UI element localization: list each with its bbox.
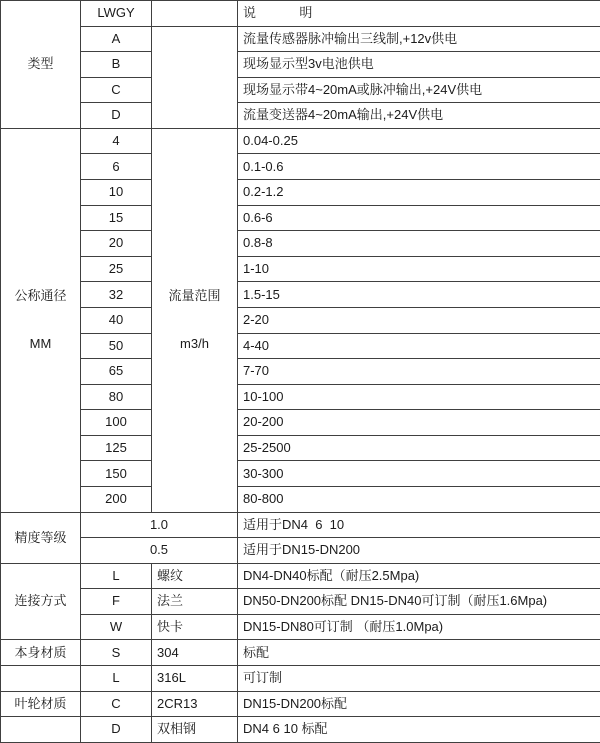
diameter-label-line2: MM xyxy=(29,336,52,352)
dn-value: 80 xyxy=(81,384,152,410)
material-code: D xyxy=(81,717,152,743)
dn-value: 6 xyxy=(81,154,152,180)
flow-range-value: 30-300 xyxy=(238,461,600,487)
material-name: 304 xyxy=(152,640,238,666)
dn-value: 100 xyxy=(81,410,152,436)
description-header-cell: 说 明 xyxy=(238,1,600,27)
type-row xyxy=(1,77,600,103)
material-desc: DN15-DN200标配 xyxy=(238,691,600,717)
type-desc: 流量传感器脉冲输出三线制,+12v供电 xyxy=(238,26,600,52)
dn-value: 4 xyxy=(81,128,152,154)
body-material-label: 本身材质 xyxy=(1,640,81,666)
material-desc: DN4 6 10 标配 xyxy=(238,717,600,743)
diameter-row xyxy=(1,231,600,257)
type-row xyxy=(1,103,600,129)
material-row xyxy=(1,640,600,666)
flow-range-value: 0.04-0.25 xyxy=(238,128,600,154)
type-code: A xyxy=(81,26,152,52)
diameter-row xyxy=(1,461,600,487)
diameter-row xyxy=(1,307,600,333)
flow-range-value: 10-100 xyxy=(238,384,600,410)
flow-range-value: 1-10 xyxy=(238,256,600,282)
flow-range-label-line2: m3/h xyxy=(180,336,209,352)
dn-value: 25 xyxy=(81,256,152,282)
dn-value: 50 xyxy=(81,333,152,359)
dn-value: 32 xyxy=(81,282,152,308)
flow-range-value: 0.6-6 xyxy=(238,205,600,231)
flow-range-value: 0.2-1.2 xyxy=(238,180,600,206)
diameter-row xyxy=(1,384,600,410)
material-label-empty xyxy=(1,717,81,743)
accuracy-desc: 适用于DN4 6 10 xyxy=(238,512,600,538)
accuracy-section-label: 精度等级 xyxy=(1,512,81,563)
flow-range-value: 2-20 xyxy=(238,307,600,333)
type-desc: 现场显示带4~20mA或脉冲输出,+24V供电 xyxy=(238,77,600,103)
diameter-row xyxy=(1,205,600,231)
connection-desc: DN4-DN40标配（耐压2.5Mpa) xyxy=(238,563,600,589)
connection-section-label: 连接方式 xyxy=(1,563,81,640)
connection-name: 螺纹 xyxy=(152,563,238,589)
dn-value: 20 xyxy=(81,231,152,257)
type-code: D xyxy=(81,103,152,129)
diameter-row xyxy=(1,333,600,359)
type-empty-cell xyxy=(152,26,238,128)
connection-name: 法兰 xyxy=(152,589,238,615)
accuracy-row xyxy=(1,512,600,538)
material-code: C xyxy=(81,691,152,717)
type-desc: 现场显示型3v电池供电 xyxy=(238,52,600,78)
flow-range-value: 20-200 xyxy=(238,410,600,436)
type-row xyxy=(1,26,600,52)
flow-range-value: 4-40 xyxy=(238,333,600,359)
accuracy-value: 0.5 xyxy=(81,538,238,564)
connection-row xyxy=(1,563,600,589)
dn-value: 65 xyxy=(81,359,152,385)
accuracy-value: 1.0 xyxy=(81,512,238,538)
diameter-row xyxy=(1,282,600,308)
flow-range-label xyxy=(152,128,238,512)
connection-code: F xyxy=(81,589,152,615)
header-row xyxy=(1,1,600,27)
flow-range-value: 0.8-8 xyxy=(238,231,600,257)
diameter-section-label xyxy=(1,128,81,512)
model-header-cell: LWGY xyxy=(81,1,152,27)
material-desc: 标配 xyxy=(238,640,600,666)
flow-range-value: 7-70 xyxy=(238,359,600,385)
diameter-row xyxy=(1,154,600,180)
material-code: L xyxy=(81,666,152,692)
material-row xyxy=(1,717,600,743)
dn-value: 125 xyxy=(81,435,152,461)
connection-row xyxy=(1,589,600,615)
dn-value: 200 xyxy=(81,486,152,512)
type-code: B xyxy=(81,52,152,78)
material-row xyxy=(1,691,600,717)
connection-code: W xyxy=(81,614,152,640)
type-desc: 流量变送器4~20mA输出,+24V供电 xyxy=(238,103,600,129)
diameter-row xyxy=(1,256,600,282)
connection-desc: DN15-DN80可订制 （耐压1.0Mpa) xyxy=(238,614,600,640)
type-section-label: 类型 xyxy=(1,1,81,129)
flow-range-value: 80-800 xyxy=(238,486,600,512)
impeller-material-label: 叶轮材质 xyxy=(1,691,81,717)
material-name: 双相钢 xyxy=(152,717,238,743)
diameter-row xyxy=(1,486,600,512)
material-name: 2CR13 xyxy=(152,691,238,717)
connection-desc: DN50-DN200标配 DN15-DN40可订制（耐压1.6Mpa) xyxy=(238,589,600,615)
material-label-empty xyxy=(1,666,81,692)
diameter-row xyxy=(1,410,600,436)
material-code: S xyxy=(81,640,152,666)
flow-range-value: 1.5-15 xyxy=(238,282,600,308)
type-code: C xyxy=(81,77,152,103)
diameter-row xyxy=(1,180,600,206)
connection-code: L xyxy=(81,563,152,589)
type-row xyxy=(1,52,600,78)
accuracy-row xyxy=(1,538,600,564)
dn-value: 15 xyxy=(81,205,152,231)
dn-value: 40 xyxy=(81,307,152,333)
diameter-label-line1: 公称通径 xyxy=(14,287,67,303)
flow-range-label-line1: 流量范围 xyxy=(168,287,221,303)
material-row xyxy=(1,666,600,692)
connection-name: 快卡 xyxy=(152,614,238,640)
accuracy-desc: 适用于DN15-DN200 xyxy=(238,538,600,564)
dn-value: 150 xyxy=(81,461,152,487)
diameter-row xyxy=(1,359,600,385)
diameter-row xyxy=(1,128,600,154)
material-desc: 可订制 xyxy=(238,666,600,692)
dn-value: 10 xyxy=(81,180,152,206)
diameter-row xyxy=(1,435,600,461)
connection-row xyxy=(1,614,600,640)
flow-range-value: 0.1-0.6 xyxy=(238,154,600,180)
header-empty-cell xyxy=(152,1,238,27)
material-name: 316L xyxy=(152,666,238,692)
flow-range-value: 25-2500 xyxy=(238,435,600,461)
